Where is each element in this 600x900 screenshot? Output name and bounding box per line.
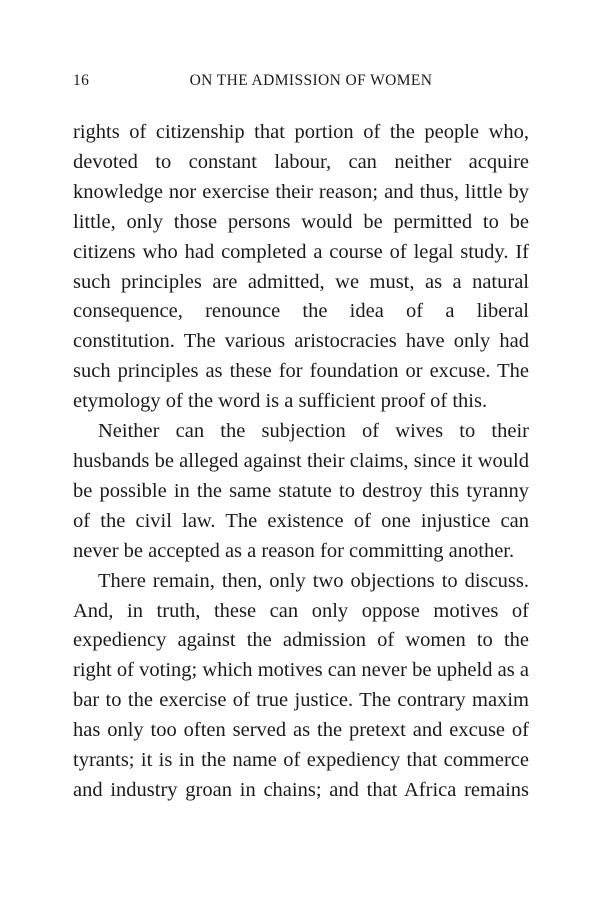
page-number: 16 [73,72,90,89]
running-title: ON THE ADMISSION OF WOMEN [189,72,433,89]
book-page [73,0,529,900]
paragraph-2: Neither can the subjection of wives to their husbands be alleged against their claims, since it would be possible in the same statute to destroy this tyranny of the civil law. The existence of one injustice can never be accepted as a reason for committing another. [73,420,529,562]
paragraph-3: There remain, then, only two objections to discuss. And, in truth, these can only oppose motives of expediency against the admission of women to the right of voting; which motives can never be upheld as a bar to the exercise of true justice. The contrary maxim has only too often served as the pretext and excuse of tyrants; it is in the name of expediency that commerce and industry groan in chains; and that Africa remains [73,569,529,801]
paragraph-1: rights of citizenship that portion of the people who, devoted to constant labour, can neither acquire knowledge nor exercise their reason; and thus, little by little, only those persons would be permitted to be citizens who had completed a course of legal study. If such principles are admitted, we must, as a natural consequence, renounce the idea of a liberal constitution. The various aristocracies have only had such principles as these for foundation or excuse. The etymology of the word is a sufficient proof of this. [73,121,529,413]
running-head [73,72,529,96]
body-text [73,118,529,806]
